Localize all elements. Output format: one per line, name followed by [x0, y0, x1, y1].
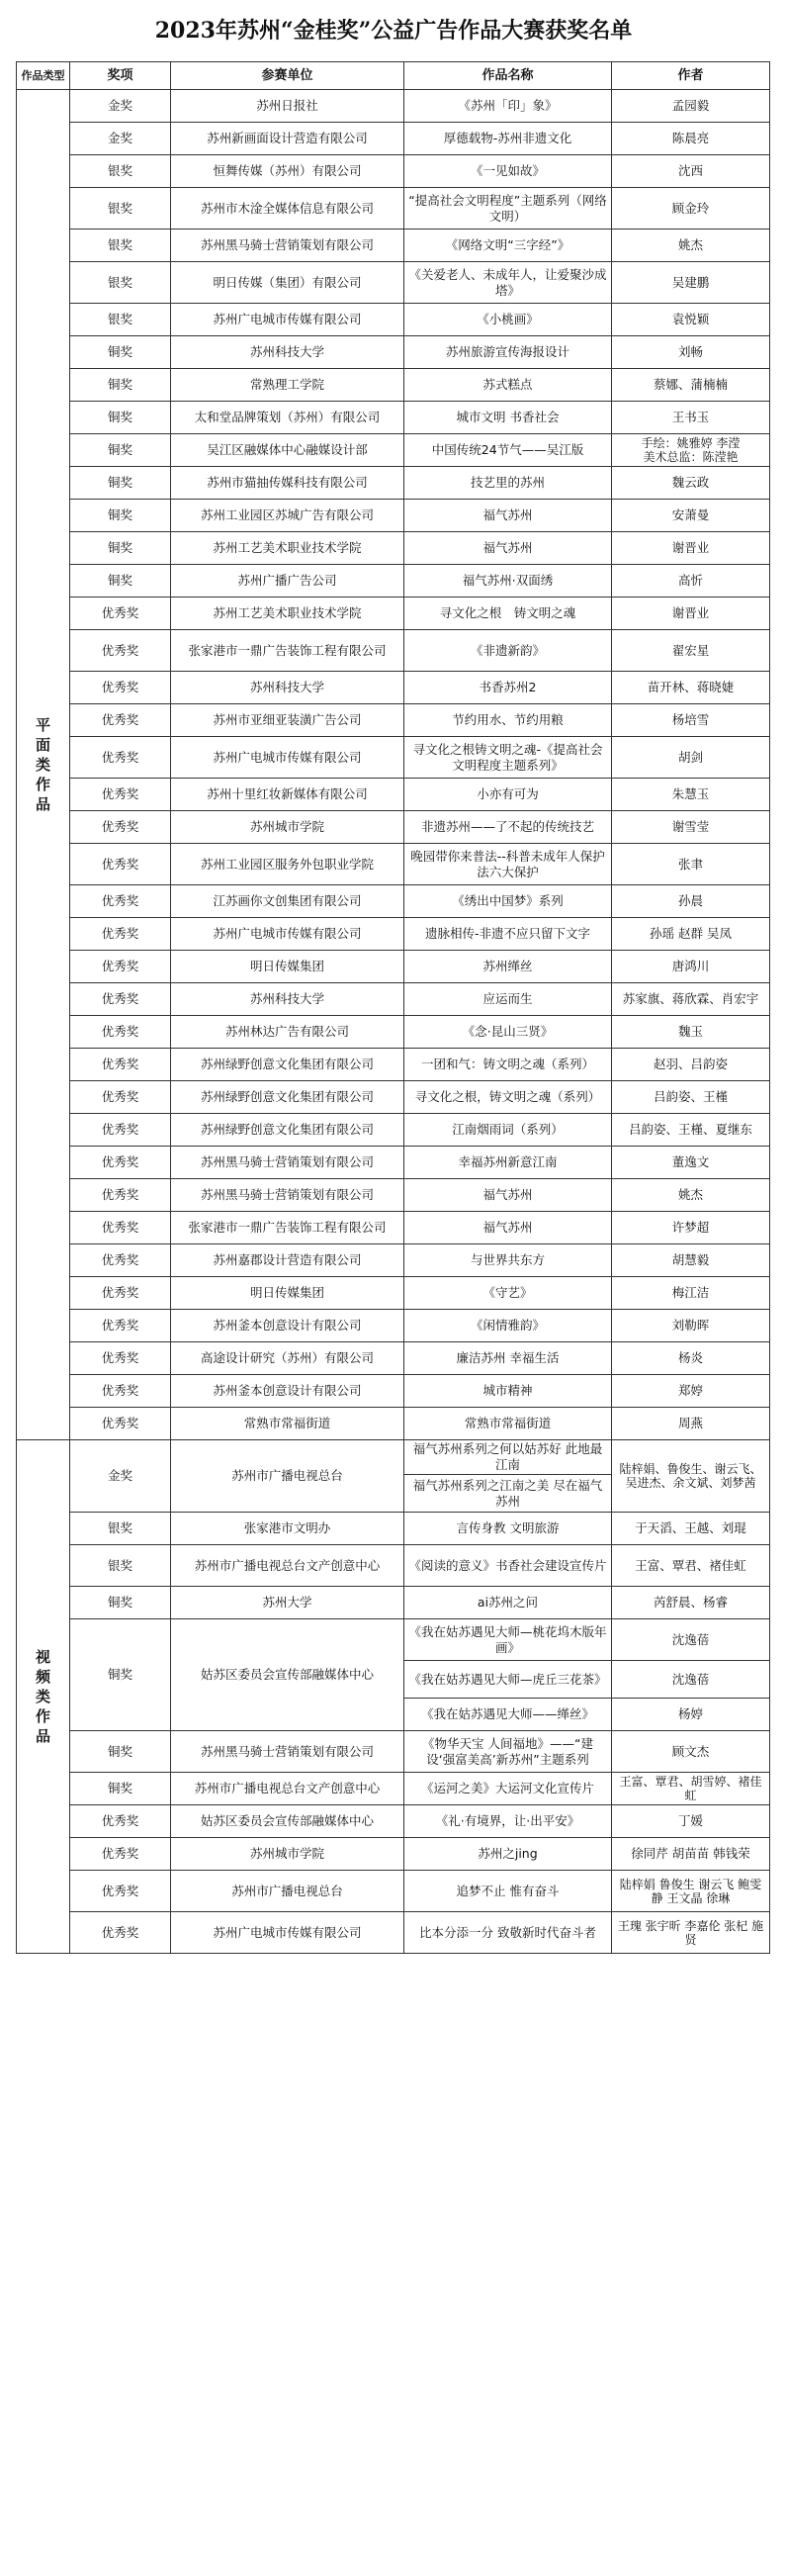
table-row [17, 1081, 770, 1114]
award-cell: 铜奖 [70, 402, 171, 434]
category-char: 品 [35, 1727, 50, 1745]
org-cell: 太和堂品牌策划（苏州）有限公司 [171, 402, 404, 434]
org-cell: 明日传媒集团 [171, 951, 404, 983]
awards-table [16, 61, 770, 1954]
org-cell: 苏州十里红妆新媒体有限公司 [171, 779, 404, 811]
table-row [17, 532, 770, 565]
work-cell: 《苏州「印」象》 [404, 90, 612, 123]
org-cell: 苏州林达广告有限公司 [171, 1016, 404, 1049]
work-cell: 《守艺》 [404, 1277, 612, 1310]
award-cell: 优秀奖 [70, 1310, 171, 1342]
table-row [17, 188, 770, 230]
award-cell: 铜奖 [70, 532, 171, 565]
author-cell: 顾文杰 [612, 1731, 770, 1773]
award-cell: 银奖 [70, 304, 171, 336]
table-row [17, 1016, 770, 1049]
table-row [17, 1619, 770, 1661]
award-cell: 铜奖 [70, 1773, 171, 1805]
table-row [17, 1310, 770, 1342]
org-cell: 苏州黑马骑士营销策划有限公司 [171, 1179, 404, 1212]
org-cell: 常熟市常福街道 [171, 1408, 404, 1440]
org-cell: 苏州绿野创意文化集团有限公司 [171, 1049, 404, 1081]
author-cell: 翟宏星 [612, 630, 770, 672]
org-cell: 苏州市广播电视总台文产创意中心 [171, 1773, 404, 1805]
award-cell: 优秀奖 [70, 1244, 171, 1277]
award-cell: 优秀奖 [70, 1375, 171, 1408]
work-cell: 《我在姑苏遇见大师——缂丝》 [404, 1699, 612, 1731]
work-cell: 福气苏州 [404, 500, 612, 532]
category-char: 作 [35, 1707, 50, 1725]
award-cell: 金奖 [70, 123, 171, 155]
category-cell [17, 1440, 70, 1954]
table-row [17, 918, 770, 951]
award-cell: 金奖 [70, 90, 171, 123]
table-row [17, 1545, 770, 1587]
award-cell: 优秀奖 [70, 1838, 171, 1871]
award-cell: 金奖 [70, 1440, 171, 1513]
author-cell: 张聿 [612, 844, 770, 885]
category-char: 类 [35, 1688, 50, 1705]
table-row [17, 230, 770, 262]
award-cell: 铜奖 [70, 336, 171, 369]
award-cell: 银奖 [70, 155, 171, 188]
author-cell: 王富、覃君、胡雪婷、褚佳虹 [612, 1773, 770, 1805]
author-cell: 朱慧玉 [612, 779, 770, 811]
work-cell: 常熟市常福街道 [404, 1408, 612, 1440]
author-cell: 沈逸蓓 [612, 1661, 770, 1699]
table-row [17, 1179, 770, 1212]
award-cell: 优秀奖 [70, 1912, 171, 1954]
award-cell: 铜奖 [70, 467, 171, 500]
award-cell: 优秀奖 [70, 1408, 171, 1440]
award-cell: 优秀奖 [70, 1147, 171, 1179]
award-cell: 银奖 [70, 262, 171, 304]
org-cell: 苏州黑马骑士营销策划有限公司 [171, 230, 404, 262]
org-cell: 常熟理工学院 [171, 369, 404, 402]
award-cell: 优秀奖 [70, 1049, 171, 1081]
org-cell: 苏州广播广告公司 [171, 565, 404, 598]
work-cell: 《一见如故》 [404, 155, 612, 188]
org-cell: 苏州市猫抽传媒科技有限公司 [171, 467, 404, 500]
work-cell: 非遗苏州——了不起的传统技艺 [404, 811, 612, 844]
work-cell: 福气苏州 [404, 1212, 612, 1244]
work-cell: 福气苏州系列之何以姑苏好 此地最江南 [404, 1440, 612, 1475]
category-char: 品 [35, 795, 50, 813]
category-char: 视 [35, 1648, 50, 1666]
table-row [17, 1147, 770, 1179]
author-cell: 袁悦颖 [612, 304, 770, 336]
work-cell: 追梦不止 惟有奋斗 [404, 1871, 612, 1912]
author-cell: 唐鸿川 [612, 951, 770, 983]
award-cell: 铜奖 [70, 434, 171, 467]
work-cell: 《闲情雅韵》 [404, 1310, 612, 1342]
author-cell: 杨婷 [612, 1699, 770, 1731]
work-cell: 《小桃画》 [404, 304, 612, 336]
table-row [17, 565, 770, 598]
author-cell: 吕韵姿、王槿 [612, 1081, 770, 1114]
author-cell: 安萧曼 [612, 500, 770, 532]
author-cell: 陈晨亮 [612, 123, 770, 155]
award-cell: 优秀奖 [70, 1277, 171, 1310]
author-cell: 王富、覃君、褚佳虹 [612, 1545, 770, 1587]
org-cell: 姑苏区委员会宣传部融媒体中心 [171, 1619, 404, 1731]
work-cell: 小亦有可为 [404, 779, 612, 811]
org-cell: 苏州市广播电视总台 [171, 1871, 404, 1912]
award-cell: 银奖 [70, 1513, 171, 1545]
table-row [17, 1587, 770, 1619]
org-cell: 苏州日报社 [171, 90, 404, 123]
org-cell: 姑苏区委员会宣传部融媒体中心 [171, 1805, 404, 1838]
award-cell: 优秀奖 [70, 1114, 171, 1147]
work-cell: 江南烟雨词（系列） [404, 1114, 612, 1147]
author-cell: 董逸文 [612, 1147, 770, 1179]
work-cell: “提高社会文明程度”主题系列（网络文明） [404, 188, 612, 230]
table-row [17, 1049, 770, 1081]
award-cell: 铜奖 [70, 565, 171, 598]
table-row [17, 779, 770, 811]
category-char: 类 [35, 756, 50, 774]
award-cell: 优秀奖 [70, 1342, 171, 1375]
award-cell: 优秀奖 [70, 704, 171, 737]
org-cell: 苏州科技大学 [171, 336, 404, 369]
author-cell: 芮舒晨、杨睿 [612, 1587, 770, 1619]
award-cell: 优秀奖 [70, 918, 171, 951]
org-cell: 吴江区融媒体中心融媒设计部 [171, 434, 404, 467]
work-cell: 《阅读的意义》书香社会建设宣传片 [404, 1545, 612, 1587]
work-cell: 中国传统24节气——吴江版 [404, 434, 612, 467]
table-row [17, 630, 770, 672]
award-cell: 优秀奖 [70, 779, 171, 811]
work-cell: ai苏州之问 [404, 1587, 612, 1619]
org-cell: 苏州城市学院 [171, 1838, 404, 1871]
work-cell: 苏州之jing [404, 1838, 612, 1871]
author-cell: 孙瑶 赵群 吴凤 [612, 918, 770, 951]
org-cell: 江苏画你文创集团有限公司 [171, 885, 404, 918]
table-row [17, 155, 770, 188]
table-row [17, 1773, 770, 1805]
author-cell: 沈西 [612, 155, 770, 188]
award-cell: 铜奖 [70, 1731, 171, 1773]
table-row [17, 304, 770, 336]
work-cell: 廉洁苏州 幸福生活 [404, 1342, 612, 1375]
author-cell: 蔡娜、蒲楠楠 [612, 369, 770, 402]
author-cell: 许梦超 [612, 1212, 770, 1244]
award-cell: 银奖 [70, 1545, 171, 1587]
author-cell: 徐同芹 胡苗苗 韩钱荣 [612, 1838, 770, 1871]
org-cell: 苏州绿野创意文化集团有限公司 [171, 1114, 404, 1147]
work-cell: 福气苏州系列之江南之美 尽在福气苏州 [404, 1475, 612, 1513]
org-cell: 苏州大学 [171, 1587, 404, 1619]
work-cell: 《物华天宝 人间福地》——“建设‘强富美高’新苏州”主题系列 [404, 1731, 612, 1773]
author-cell: 吴建鹏 [612, 262, 770, 304]
table-row [17, 1805, 770, 1838]
table-row [17, 737, 770, 779]
table-row [17, 1731, 770, 1773]
author-cell: 丁媛 [612, 1805, 770, 1838]
award-cell: 优秀奖 [70, 811, 171, 844]
award-cell: 优秀奖 [70, 1871, 171, 1912]
award-cell: 优秀奖 [70, 1179, 171, 1212]
table-row [17, 369, 770, 402]
org-cell: 恒舞传媒（苏州）有限公司 [171, 155, 404, 188]
author-cell: 陆梓娟 鲁俊生 谢云飞 鲍雯静 王文晶 徐琳 [612, 1871, 770, 1912]
org-cell: 苏州市广播电视总台文产创意中心 [171, 1545, 404, 1587]
author-cell: 胡慧毅 [612, 1244, 770, 1277]
award-cell: 银奖 [70, 188, 171, 230]
org-cell: 苏州广电城市传媒有限公司 [171, 304, 404, 336]
work-cell: 一团和气：铸文明之魂（系列） [404, 1049, 612, 1081]
org-cell: 苏州城市学院 [171, 811, 404, 844]
work-cell: 福气苏州 [404, 532, 612, 565]
award-cell: 银奖 [70, 230, 171, 262]
author-cell: 苏家旗、蒋欣霖、肖宏宇 [612, 983, 770, 1016]
table-row [17, 1277, 770, 1310]
work-cell: 幸福苏州新意江南 [404, 1147, 612, 1179]
work-cell: 《关爱老人、未成年人，让爱聚沙成塔》 [404, 262, 612, 304]
work-cell: 城市精神 [404, 1375, 612, 1408]
award-cell: 优秀奖 [70, 598, 171, 630]
table-row [17, 1375, 770, 1408]
table-row [17, 983, 770, 1016]
author-cell: 姚杰 [612, 1179, 770, 1212]
org-cell: 明日传媒（集团）有限公司 [171, 262, 404, 304]
table-row [17, 402, 770, 434]
award-cell: 优秀奖 [70, 844, 171, 885]
category-char: 作 [35, 776, 50, 793]
table-row [17, 1440, 770, 1475]
award-cell: 铜奖 [70, 1619, 171, 1731]
author-cell: 陆梓娟、鲁俊生、谢云飞、吴进杰、余文斌、刘梦茜 [612, 1440, 770, 1513]
table-row [17, 844, 770, 885]
work-cell: 《网络文明“三字经”》 [404, 230, 612, 262]
work-cell: 苏式糕点 [404, 369, 612, 402]
author-cell: 魏玉 [612, 1016, 770, 1049]
work-cell: 《绣出中国梦》系列 [404, 885, 612, 918]
work-cell: 寻文化之根，铸文明之魂（系列） [404, 1081, 612, 1114]
org-cell: 苏州黑马骑士营销策划有限公司 [171, 1731, 404, 1773]
header-org: 参赛单位 [171, 62, 404, 90]
table-row [17, 672, 770, 704]
table-row [17, 434, 770, 467]
author-cell: 魏云政 [612, 467, 770, 500]
org-cell: 苏州釜本创意设计有限公司 [171, 1310, 404, 1342]
table-row [17, 598, 770, 630]
org-cell: 张家港市一鼎广告装饰工程有限公司 [171, 630, 404, 672]
org-cell: 苏州科技大学 [171, 672, 404, 704]
category-cell [17, 90, 70, 1440]
award-cell: 铜奖 [70, 500, 171, 532]
org-cell: 明日传媒集团 [171, 1277, 404, 1310]
author-cell: 谢晋业 [612, 532, 770, 565]
work-cell: 比本分添一分 致敬新时代奋斗者 [404, 1912, 612, 1954]
org-cell: 苏州绿野创意文化集团有限公司 [171, 1081, 404, 1114]
org-cell: 高途设计研究（苏州）有限公司 [171, 1342, 404, 1375]
work-cell: 《我在姑苏遇见大师—虎丘三花茶》 [404, 1661, 612, 1699]
award-cell: 优秀奖 [70, 885, 171, 918]
work-cell: 苏州缂丝 [404, 951, 612, 983]
table-header-row [17, 62, 770, 90]
author-cell: 高忻 [612, 565, 770, 598]
author-cell: 王瑰 张宇昕 李嘉伦 张杞 施贤 [612, 1912, 770, 1954]
work-cell: 晚园带你来普法--科普未成年人保护法六大保护 [404, 844, 612, 885]
work-cell: 《非遗新韵》 [404, 630, 612, 672]
header-award: 奖项 [70, 62, 171, 90]
org-cell: 张家港市文明办 [171, 1513, 404, 1545]
work-cell: 应运而生 [404, 983, 612, 1016]
category-char: 频 [35, 1668, 50, 1686]
org-cell: 苏州市木淦全媒体信息有限公司 [171, 188, 404, 230]
author-cell: 刘勒晖 [612, 1310, 770, 1342]
award-cell: 优秀奖 [70, 1081, 171, 1114]
work-cell: 《我在姑苏遇见大师—桃花坞木版年画》 [404, 1619, 612, 1661]
header-author: 作者 [612, 62, 770, 90]
table-row [17, 1212, 770, 1244]
org-cell: 苏州市广播电视总台 [171, 1440, 404, 1513]
table-row [17, 1912, 770, 1954]
table-row [17, 262, 770, 304]
work-cell: 遗脉相传-非遗不应只留下文字 [404, 918, 612, 951]
author-cell: 沈逸蓓 [612, 1619, 770, 1661]
table-row [17, 90, 770, 123]
work-cell: 厚德载物-苏州非遗文化 [404, 123, 612, 155]
work-cell: 城市文明 书香社会 [404, 402, 612, 434]
table-row [17, 1114, 770, 1147]
work-cell: 寻文化之根 铸文明之魂 [404, 598, 612, 630]
author-cell: 胡剑 [612, 737, 770, 779]
award-cell: 铜奖 [70, 1587, 171, 1619]
award-cell: 优秀奖 [70, 1805, 171, 1838]
org-cell: 苏州工业园区苏城广告有限公司 [171, 500, 404, 532]
author-cell: 谢雪莹 [612, 811, 770, 844]
work-cell: 技艺里的苏州 [404, 467, 612, 500]
header-category: 作品类型 [17, 62, 70, 90]
category-char: 面 [35, 736, 50, 754]
table-row [17, 336, 770, 369]
org-cell: 苏州工业园区服务外包职业学院 [171, 844, 404, 885]
org-cell: 苏州工艺美术职业技术学院 [171, 598, 404, 630]
work-cell: 苏州旅游宣传海报设计 [404, 336, 612, 369]
work-cell: 福气苏州 [404, 1179, 612, 1212]
org-cell: 张家港市一鼎广告装饰工程有限公司 [171, 1212, 404, 1244]
author-cell: 手绘：姚雅婷 李滢 美术总监：陈滢艳 [612, 434, 770, 467]
table-row [17, 811, 770, 844]
table-row [17, 1244, 770, 1277]
table-row [17, 1838, 770, 1871]
author-cell: 顾金玲 [612, 188, 770, 230]
org-cell: 苏州市亚细亚装潢广告公司 [171, 704, 404, 737]
table-row [17, 467, 770, 500]
author-cell: 杨培雪 [612, 704, 770, 737]
work-cell: 与世界共东方 [404, 1244, 612, 1277]
award-cell: 优秀奖 [70, 951, 171, 983]
award-cell: 优秀奖 [70, 672, 171, 704]
author-cell: 梅江洁 [612, 1277, 770, 1310]
author-cell: 杨炎 [612, 1342, 770, 1375]
work-cell: 寻文化之根铸文明之魂-《提高社会文明程度主题系列》 [404, 737, 612, 779]
page-title: 2023年苏州“金桂奖”公益广告作品大赛获奖名单 [154, 18, 633, 44]
org-cell: 苏州釜本创意设计有限公司 [171, 1375, 404, 1408]
author-cell: 吕韵姿、王槿、夏继东 [612, 1114, 770, 1147]
header-work: 作品名称 [404, 62, 612, 90]
author-cell: 赵羽、吕韵姿 [612, 1049, 770, 1081]
table-row [17, 500, 770, 532]
author-cell: 姚杰 [612, 230, 770, 262]
org-cell: 苏州工艺美术职业技术学院 [171, 532, 404, 565]
author-cell: 于天滔、王越、刘琨 [612, 1513, 770, 1545]
org-cell: 苏州新画面设计营造有限公司 [171, 123, 404, 155]
category-char: 平 [35, 716, 50, 734]
table-row [17, 885, 770, 918]
table-row [17, 1342, 770, 1375]
work-cell: 节约用水、节约用粮 [404, 704, 612, 737]
table-row [17, 1871, 770, 1912]
award-cell: 优秀奖 [70, 983, 171, 1016]
award-cell: 优秀奖 [70, 737, 171, 779]
org-cell: 苏州广电城市传媒有限公司 [171, 737, 404, 779]
org-cell: 苏州科技大学 [171, 983, 404, 1016]
work-cell: 《运河之美》大运河文化宣传片 [404, 1773, 612, 1805]
org-cell: 苏州嘉郡设计营造有限公司 [171, 1244, 404, 1277]
work-cell: 言传身教 文明旅游 [404, 1513, 612, 1545]
author-cell: 周燕 [612, 1408, 770, 1440]
award-cell: 铜奖 [70, 369, 171, 402]
work-cell: 福气苏州·双面绣 [404, 565, 612, 598]
table-row [17, 951, 770, 983]
work-cell: 书香苏州2 [404, 672, 612, 704]
author-cell: 孟园毅 [612, 90, 770, 123]
award-cell: 优秀奖 [70, 1016, 171, 1049]
work-cell: 《念·昆山三贤》 [404, 1016, 612, 1049]
award-cell: 优秀奖 [70, 1212, 171, 1244]
table-row [17, 1513, 770, 1545]
author-cell: 苗开林、蒋晓婕 [612, 672, 770, 704]
author-cell: 孙晨 [612, 885, 770, 918]
org-cell: 苏州广电城市传媒有限公司 [171, 918, 404, 951]
work-cell: 《礼·有境界，让·出平安》 [404, 1805, 612, 1838]
author-cell: 王书玉 [612, 402, 770, 434]
author-cell: 刘畅 [612, 336, 770, 369]
award-cell: 优秀奖 [70, 630, 171, 672]
author-cell: 谢晋业 [612, 598, 770, 630]
table-row [17, 1408, 770, 1440]
org-cell: 苏州黑马骑士营销策划有限公司 [171, 1147, 404, 1179]
org-cell: 苏州广电城市传媒有限公司 [171, 1912, 404, 1954]
table-row [17, 704, 770, 737]
author-cell: 郑婷 [612, 1375, 770, 1408]
table-row [17, 123, 770, 155]
